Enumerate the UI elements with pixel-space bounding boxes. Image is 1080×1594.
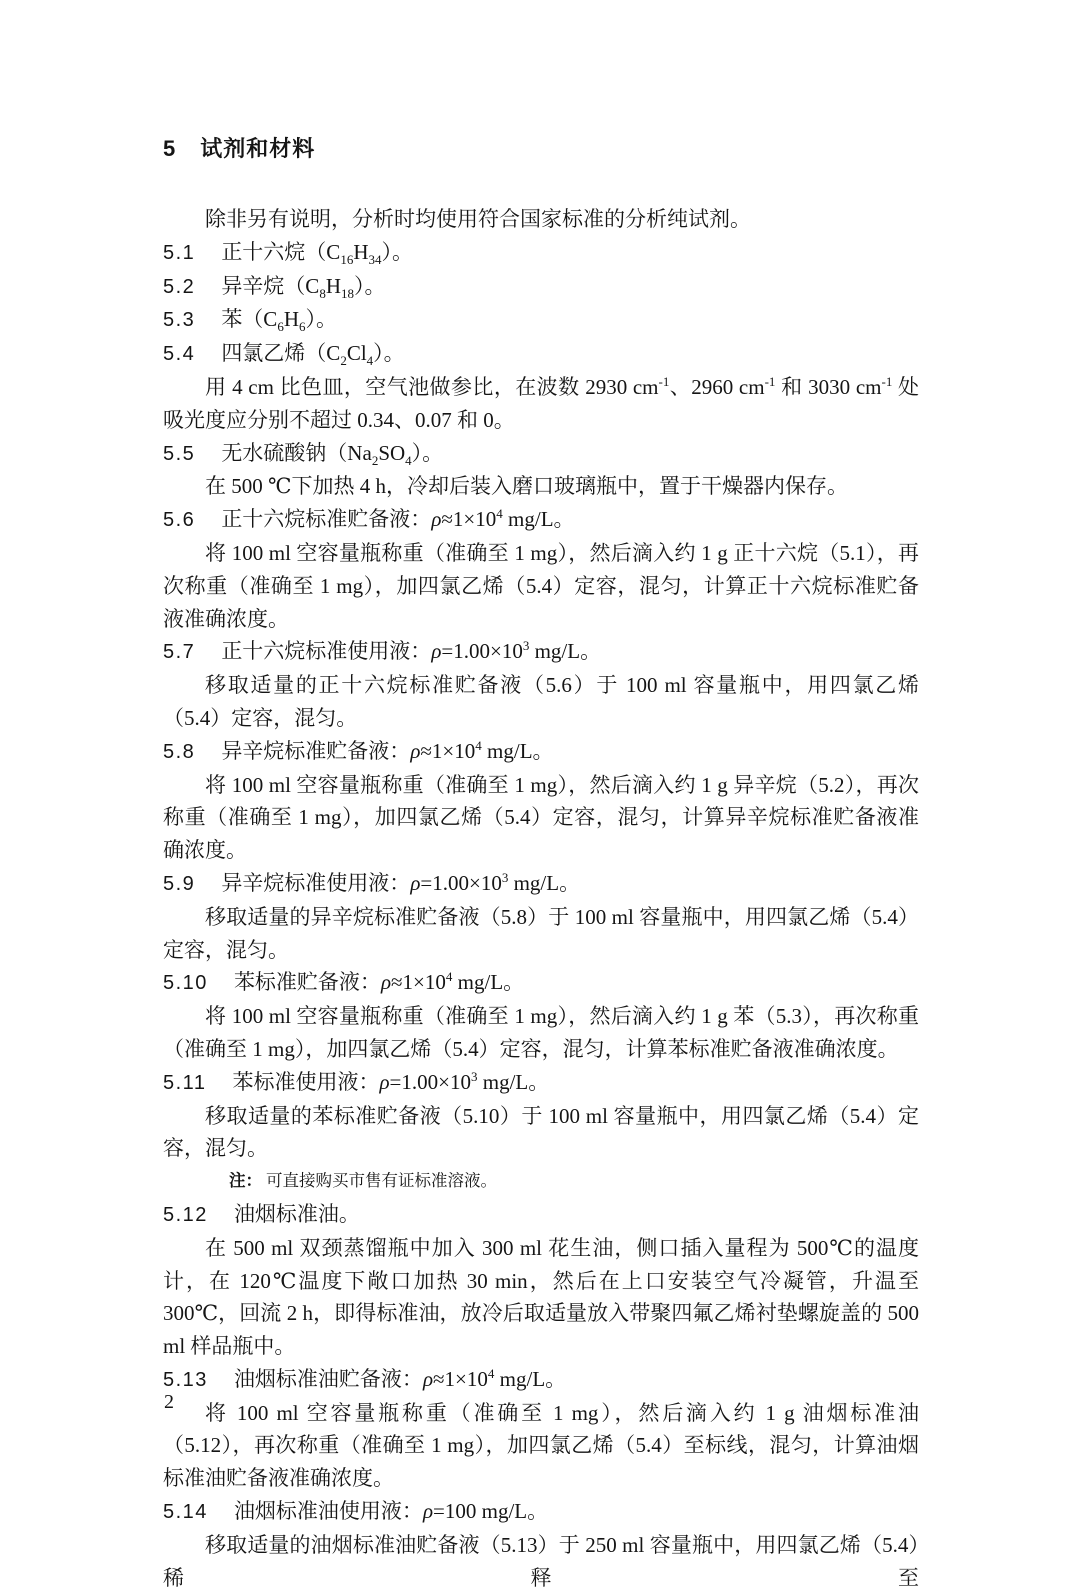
text-segment: 在 500 ℃下加热 4 h，冷却后装入磨口玻璃瓶中，置于干燥器内保存。 xyxy=(205,474,848,499)
clause-paragraph xyxy=(163,1198,919,1232)
text-segment: 4 xyxy=(475,737,482,753)
body-paragraph xyxy=(163,1529,919,1594)
clause-paragraph xyxy=(163,503,919,537)
text-segment: 6 xyxy=(299,319,306,335)
text-segment: 3 xyxy=(522,638,530,654)
greek-rho-symbol: ρ xyxy=(422,1499,434,1524)
text-segment: mg/L。 xyxy=(494,1366,567,1391)
text-segment: mg/L。 xyxy=(452,970,525,995)
text-segment: 、2960 cm xyxy=(669,374,765,399)
text-segment: mg/L。 xyxy=(502,507,575,532)
text-segment: 可直接购买市售有证标准溶液。 xyxy=(266,1171,497,1191)
text-segment: mg/L。 xyxy=(508,870,581,895)
clause-paragraph xyxy=(163,303,919,337)
greek-rho-symbol: ρ xyxy=(431,507,442,532)
text-segment: 3 xyxy=(470,1068,478,1084)
clause-paragraph xyxy=(163,236,919,270)
clause-paragraph xyxy=(163,735,919,769)
text-segment: 4 xyxy=(405,452,412,468)
text-segment: 移取适量的正十六烷标准贮备液（5.6）于 100 ml 容量瓶中，用四氯乙烯（5.4）定容，混匀。 xyxy=(163,673,919,730)
text-segment: H xyxy=(325,273,341,298)
text-segment: 4 xyxy=(366,353,374,369)
text-segment: 将 100 ml 空容量瓶称重（准确至 1 mg），然后滴入约 1 g 异辛烷（5.2），再次称重（准确至 1 mg），加四氯乙烯（5.4）定容，混匀，计算异辛烷标准贮备液准确浓度。 xyxy=(163,772,919,863)
body-paragraph xyxy=(163,769,919,867)
text-segment: 正十六烷标准贮备液： xyxy=(221,507,432,532)
document-content xyxy=(163,203,919,1594)
clause-paragraph xyxy=(163,1066,919,1100)
text-segment: 34 xyxy=(368,251,382,267)
text-segment: 油烟标准油贮备液： xyxy=(233,1366,423,1391)
text-segment: ≈1×10 xyxy=(433,1366,488,1391)
text-segment: =1.00×10 xyxy=(389,1069,471,1094)
text-segment: 4 xyxy=(445,969,453,985)
text-segment: 2 xyxy=(371,452,379,468)
text-segment: 正十六烷（C xyxy=(221,239,341,264)
clause-number: 5.10 xyxy=(163,972,208,995)
text-segment: ）。 xyxy=(305,307,337,332)
text-segment: 油烟标准油。 xyxy=(233,1201,360,1226)
text-segment: ）。 xyxy=(373,341,405,366)
text-segment: 移取适量的油烟标准油贮备液（5.13）于 250 ml 容量瓶中，用四氯乙烯（5.4）稀释至 xyxy=(163,1532,919,1590)
greek-rho-symbol: ρ xyxy=(410,870,421,895)
text-segment: 4 xyxy=(487,1365,495,1381)
clause-number: 5.1 xyxy=(163,241,196,264)
body-paragraph xyxy=(163,1000,919,1066)
clause-paragraph xyxy=(163,966,919,1000)
section-heading xyxy=(163,135,919,163)
text-segment: 用 4 cm 比色皿，空气池做参比，在波数 2930 cm xyxy=(205,374,659,399)
clause-number: 5.3 xyxy=(163,309,196,332)
clause-paragraph xyxy=(163,635,919,669)
clause-paragraph xyxy=(163,437,919,471)
text-segment: 将 100 ml 空容量瓶称重（准确至 1 mg），然后滴入约 1 g 苯（5.3），再次称重（准确至 1 mg），加四氯乙烯（5.4）定容，混匀，计算苯标准贮备液准确浓度。 xyxy=(163,1004,919,1061)
clause-number: 5.14 xyxy=(163,1501,208,1524)
greek-rho-symbol: ρ xyxy=(431,639,442,664)
section-number: 5 xyxy=(163,136,176,161)
text-segment: 处吸光度应分别不超过 0.34、0.07 和 0。 xyxy=(163,374,920,432)
body-paragraph xyxy=(163,371,919,437)
body-paragraph xyxy=(163,669,919,735)
clause-paragraph xyxy=(163,270,919,304)
text-segment: ≈1×10 xyxy=(420,738,476,763)
text-segment: 6 xyxy=(277,319,284,335)
note-paragraph xyxy=(163,1165,919,1198)
section-title: 试剂和材料 xyxy=(200,136,316,161)
greek-rho-symbol: ρ xyxy=(422,1366,434,1391)
text-segment: -1 xyxy=(764,373,776,389)
text-segment: ≈1×10 xyxy=(391,970,446,995)
text-segment: H xyxy=(283,307,299,332)
text-segment: H xyxy=(353,239,369,264)
clause-number: 5.5 xyxy=(163,442,196,465)
text-segment: -1 xyxy=(881,373,893,389)
text-segment: 异辛烷（C xyxy=(221,273,320,298)
text-segment: 16 xyxy=(340,251,354,267)
text-segment: =1.00×10 xyxy=(420,870,502,895)
text-segment: mg/L。 xyxy=(477,1069,550,1094)
text-segment: ≈1×10 xyxy=(441,507,497,532)
text-segment: 苯标准使用液： xyxy=(232,1069,380,1094)
text-segment: 异辛烷标准使用液： xyxy=(221,870,411,895)
text-segment: 油烟标准油使用液： xyxy=(233,1499,423,1524)
greek-rho-symbol: ρ xyxy=(410,738,421,763)
text-segment: 在 500 ml 双颈蒸馏瓶中加入 300 ml 花生油，侧口插入量程为 500℃的温度计，在 120℃温度下敞口加热 30 min，然后在上口安装空气冷凝管，升温至 300℃，回流 2 h，即得标准油，放冷后取适量放入带聚四氟乙烯衬垫螺旋盖的 500 ml 样品瓶中。 xyxy=(163,1235,919,1359)
text-segment: ）。 xyxy=(354,273,386,298)
text-segment: 苯标准贮备液： xyxy=(233,970,381,995)
clause-number: 5.8 xyxy=(163,740,196,763)
text-segment: 除非另有说明，分析时均使用符合国家标准的分析纯试剂。 xyxy=(205,207,751,231)
text-segment: 异辛烷标准贮备液： xyxy=(221,738,411,763)
text-segment: 移取适量的异辛烷标准贮备液（5.8）于 100 ml 容量瓶中，用四氯乙烯（5.4）定容，混匀。 xyxy=(163,904,919,962)
greek-rho-symbol: ρ xyxy=(380,970,392,995)
body-paragraph xyxy=(163,470,919,503)
text-segment: 苯（C xyxy=(221,307,278,332)
body-paragraph xyxy=(163,1397,919,1495)
text-segment: 正十六烷标准使用液： xyxy=(221,639,432,664)
note-label: 注： xyxy=(229,1172,262,1191)
text-segment: =100 mg/L。 xyxy=(433,1499,549,1524)
body-paragraph xyxy=(163,1232,919,1363)
clause-paragraph xyxy=(163,337,919,371)
text-segment: 将 100 ml 空容量瓶称重（准确至 1 mg），然后滴入约 1 g 油烟标准油（5.12），再次称重（准确至 1 mg），加四氯乙烯（5.4）至标线，混匀，计算油烟标准油贮备液准确浓度。 xyxy=(163,1400,919,1491)
body-paragraph xyxy=(163,203,919,236)
clause-number: 5.6 xyxy=(163,509,196,532)
text-segment: 8 xyxy=(319,285,326,301)
text-segment: Cl xyxy=(346,341,367,366)
text-segment: 和 3030 cm xyxy=(775,374,882,399)
text-segment: mg/L。 xyxy=(529,639,602,664)
clause-number: 5.11 xyxy=(163,1071,207,1094)
text-segment: 无水硫酸钠（Na xyxy=(221,440,372,465)
clause-number: 5.9 xyxy=(163,872,196,895)
text-segment: 18 xyxy=(341,285,354,301)
clause-paragraph xyxy=(163,1495,919,1529)
clause-number: 5.7 xyxy=(163,641,196,664)
body-paragraph xyxy=(163,537,919,635)
clause-number: 5.4 xyxy=(163,343,196,366)
text-segment: ）。 xyxy=(381,239,413,264)
clause-number: 5.2 xyxy=(163,275,196,298)
text-segment: -1 xyxy=(658,373,670,389)
page-number: 2 xyxy=(164,1391,174,1413)
clause-number: 5.13 xyxy=(163,1368,208,1391)
text-segment: SO xyxy=(378,440,406,465)
text-segment: 四氯乙烯（C xyxy=(221,341,341,366)
clause-paragraph xyxy=(163,1363,919,1397)
text-segment: 4 xyxy=(496,506,503,522)
text-segment: =1.00×10 xyxy=(441,639,523,664)
text-segment: 2 xyxy=(340,353,347,369)
text-segment: mg/L。 xyxy=(481,738,554,763)
clause-number: 5.12 xyxy=(163,1203,208,1226)
text-segment: ）。 xyxy=(411,440,444,465)
greek-rho-symbol: ρ xyxy=(379,1069,390,1094)
text-segment: 3 xyxy=(501,869,509,885)
text-segment: 将 100 ml 空容量瓶称重（准确至 1 mg），然后滴入约 1 g 正十六烷（5.1），再次称重（准确至 1 mg），加四氯乙烯（5.4）定容，混匀，计算正十六烷标准贮备液准确浓度。 xyxy=(163,540,919,631)
body-paragraph xyxy=(163,901,919,967)
text-segment: 移取适量的苯标准贮备液（5.10）于 100 ml 容量瓶中，用四氯乙烯（5.4）定容，混匀。 xyxy=(163,1103,919,1161)
clause-paragraph xyxy=(163,867,919,901)
body-paragraph xyxy=(163,1100,919,1166)
